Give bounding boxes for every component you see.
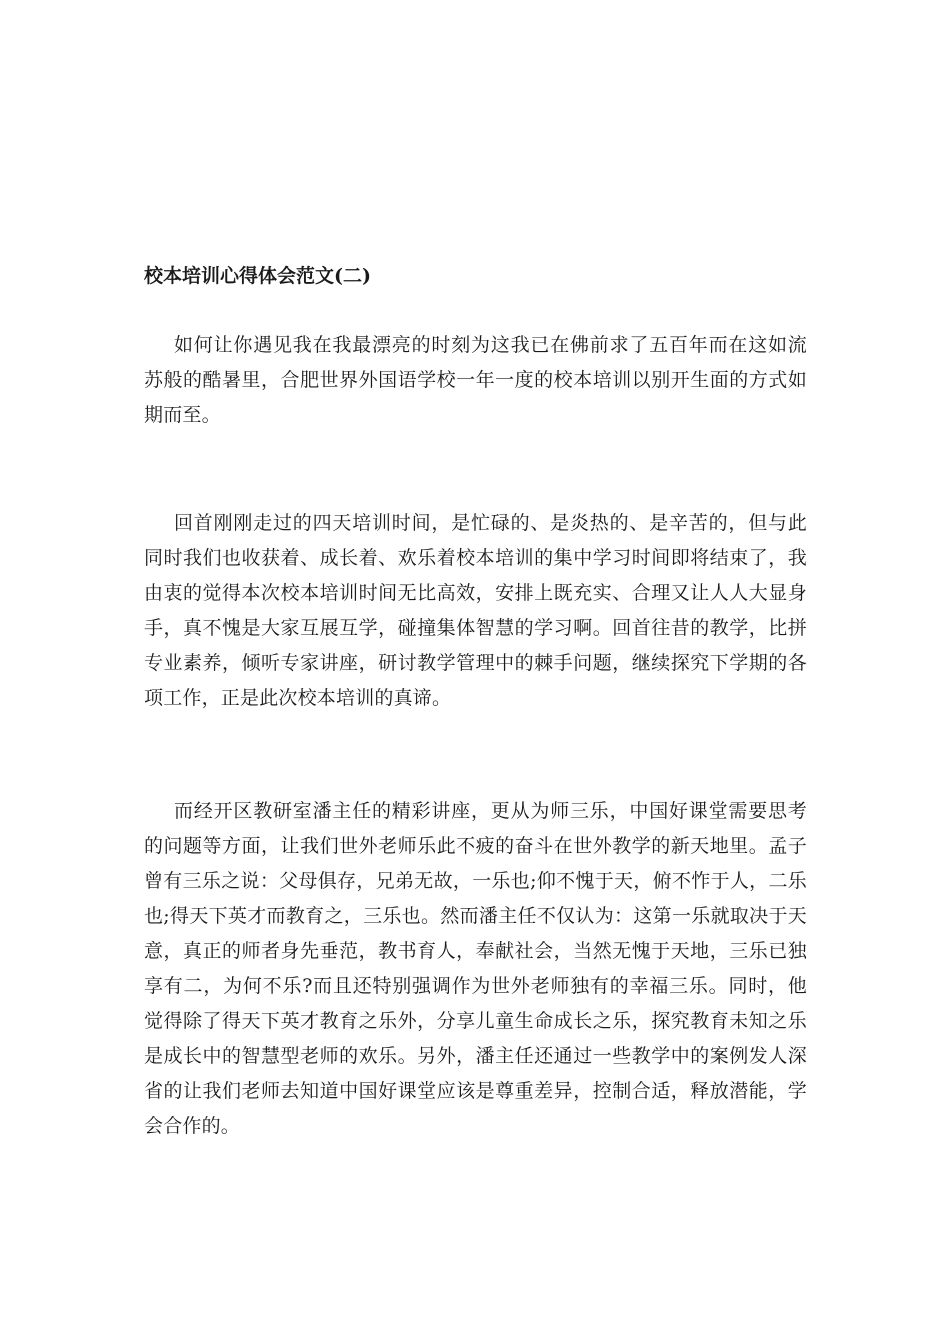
paragraph-2: 回首刚刚走过的四天培训时间，是忙碌的、是炎热的、是辛苦的，但与此同时我们也收获着、成长着、欢乐着校本培训的集中学习时间即将结束了，我由衷的觉得本次校本培训时间无比高效，安排上既充实、合理又让人人大显身手，真不愧是大家互展互学，碰撞集体智慧的学习啊。回首往昔的教学，比拼专业素养，倾听专家讲座，研讨教学管理中的棘手问题，继续探究下学期的各项工作，正是此次校本培训的真谛。 [144,512,807,709]
document-title: 校本培训心得体会范文(二) [144,265,371,287]
paragraph-3: 而经开区教研室潘主任的精彩讲座，更从为师三乐，中国好课堂需要思考的问题等方面，让我们世外老师乐此不疲的奋斗在世外教学的新天地里。孟子曾有三乐之说：父母俱存，兄弟无故，一乐也;仰不愧于天，俯不怍于人，二乐也;得天下英才而教育之，三乐也。然而潘主任不仅认为：这第一乐就取决于天意，真正的师者身先垂范，教书育人，奉献社会，当然无愧于天地，三乐已独享有二，为何不乐?而且还特别强调作为世外老师独有的幸福三乐。同时，他觉得除了得天下英才教育之乐外，分享儿童生命成长之乐，探究教育未知之乐是成长中的智慧型老师的欢乐。另外，潘主任还通过一些教学中的案例发人深省的让我们老师去知道中国好课堂应该是尊重差异，控制合适，释放潜能，学会合作的。 [144,800,807,1137]
paragraph-1: 如何让你遇见我在我最漂亮的时刻为这我已在佛前求了五百年而在这如流苏般的酷暑里，合肥世界外国语学校一年一度的校本培训以别开生面的方式如期而至。 [144,334,807,426]
